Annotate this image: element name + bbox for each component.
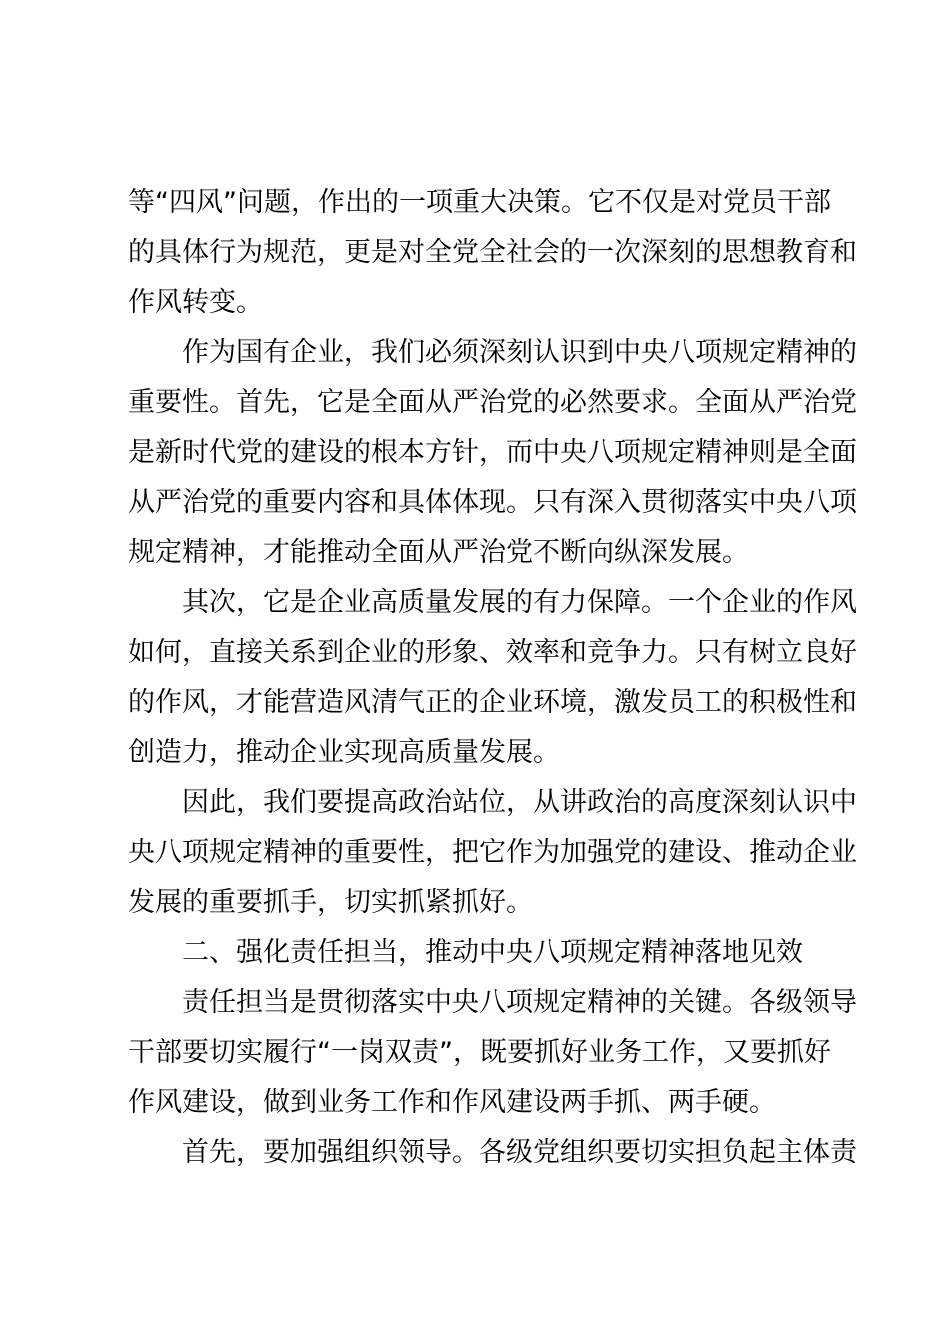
text-line: 创造力，推动企业实现高质量发展。 [128, 737, 560, 768]
paragraph-first-line: 作为国有企业，我们必须深刻认识到中央八项规定精神的 [182, 337, 857, 368]
paragraph-first-line: 因此，我们要提高政治站位，从讲政治的高度深刻认识中 [182, 787, 857, 818]
section-heading: 二、强化责任担当，推动中央八项规定精神落地见效 [182, 937, 803, 968]
text-line: 是新时代党的建设的根本方针，而中央八项规定精神则是全面 [128, 437, 857, 468]
text-line: 重要性。首先，它是全面从严治党的必然要求。全面从严治党 [128, 387, 857, 418]
paragraph-first-line: 首先，要加强组织领导。各级党组织要切实担负起主体责 [182, 1137, 857, 1168]
text-line: 的具体行为规范，更是对全党全社会的一次深刻的思想教育和 [128, 237, 857, 268]
text-line: 央八项规定精神的重要性，把它作为加强党的建设、推动企业 [128, 837, 857, 868]
text-line: 从严治党的重要内容和具体体现。只有深入贯彻落实中央八项 [128, 487, 857, 518]
text-line: 规定精神，才能推动全面从严治党不断向纵深发展。 [128, 537, 749, 568]
text-line: 发展的重要抓手，切实抓紧抓好。 [128, 887, 533, 918]
text-line: 干部要切实履行“一岗双责”，既要抓好业务工作，又要抓好 [128, 1037, 831, 1068]
text-line: 作风转变。 [128, 287, 263, 318]
paragraph-first-line: 其次，它是企业高质量发展的有力保障。一个企业的作风 [182, 587, 857, 618]
document-body [128, 178, 857, 1178]
text-line: 的作风，才能营造风清气正的企业环境，激发员工的积极性和 [128, 687, 857, 718]
text-line: 等“四风”问题，作出的一项重大决策。它不仅是对党员干部 [128, 187, 831, 218]
paragraph-first-line: 责任担当是贯彻落实中央八项规定精神的关键。各级领导 [182, 987, 857, 1018]
text-line: 作风建设，做到业务工作和作风建设两手抓、两手硬。 [128, 1087, 776, 1118]
text-line: 如何，直接关系到企业的形象、效率和竞争力。只有树立良好 [128, 637, 857, 668]
